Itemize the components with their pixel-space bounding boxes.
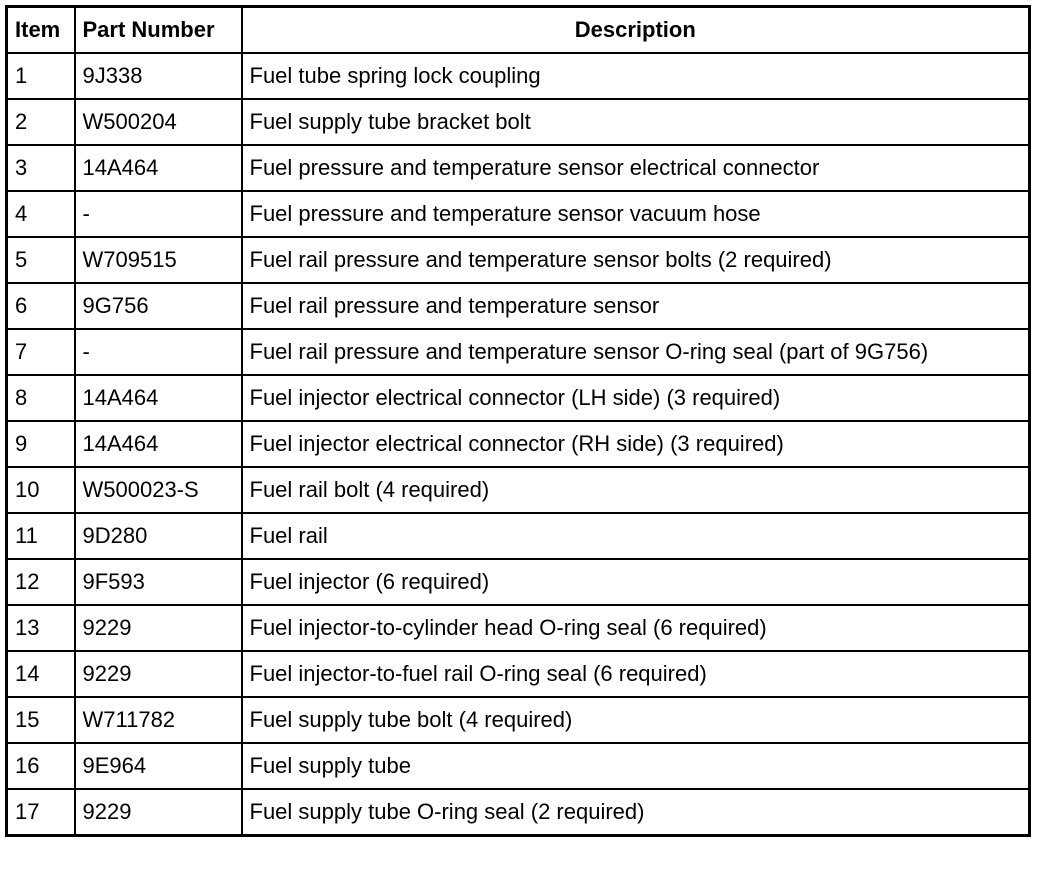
- cell-description: Fuel supply tube bracket bolt: [242, 99, 1030, 145]
- header-part-number: Part Number: [75, 7, 242, 54]
- parts-table-container: [5, 5, 1031, 837]
- table-row: [7, 99, 1030, 145]
- cell-item: 11: [7, 513, 75, 559]
- cell-description: Fuel pressure and temperature sensor electrical connector: [242, 145, 1030, 191]
- cell-description: Fuel rail: [242, 513, 1030, 559]
- cell-part-number: W500023-S: [75, 467, 242, 513]
- cell-description: Fuel supply tube O-ring seal (2 required): [242, 789, 1030, 836]
- cell-part-number: 9G756: [75, 283, 242, 329]
- table-row: [7, 789, 1030, 836]
- cell-description: Fuel injector electrical connector (LH side) (3 required): [242, 375, 1030, 421]
- cell-part-number: 9D280: [75, 513, 242, 559]
- cell-part-number: -: [75, 191, 242, 237]
- cell-description: Fuel injector electrical connector (RH side) (3 required): [242, 421, 1030, 467]
- table-row: [7, 559, 1030, 605]
- table-row: [7, 467, 1030, 513]
- cell-item: 10: [7, 467, 75, 513]
- cell-item: 2: [7, 99, 75, 145]
- cell-part-number: 9E964: [75, 743, 242, 789]
- cell-description: Fuel supply tube: [242, 743, 1030, 789]
- cell-item: 14: [7, 651, 75, 697]
- cell-item: 8: [7, 375, 75, 421]
- table-row: [7, 605, 1030, 651]
- table-row: [7, 651, 1030, 697]
- cell-item: 17: [7, 789, 75, 836]
- cell-description: Fuel rail bolt (4 required): [242, 467, 1030, 513]
- table-row: [7, 743, 1030, 789]
- cell-part-number: 9J338: [75, 53, 242, 99]
- cell-part-number: 14A464: [75, 375, 242, 421]
- cell-part-number: 14A464: [75, 145, 242, 191]
- cell-item: 4: [7, 191, 75, 237]
- table-row: [7, 191, 1030, 237]
- cell-description: Fuel injector-to-fuel rail O-ring seal (6 required): [242, 651, 1030, 697]
- cell-part-number: 14A464: [75, 421, 242, 467]
- cell-description: Fuel injector-to-cylinder head O-ring seal (6 required): [242, 605, 1030, 651]
- cell-item: 5: [7, 237, 75, 283]
- cell-part-number: W709515: [75, 237, 242, 283]
- cell-item: 9: [7, 421, 75, 467]
- cell-item: 16: [7, 743, 75, 789]
- cell-description: Fuel injector (6 required): [242, 559, 1030, 605]
- cell-description: Fuel pressure and temperature sensor vacuum hose: [242, 191, 1030, 237]
- cell-description: Fuel supply tube bolt (4 required): [242, 697, 1030, 743]
- table-row: [7, 421, 1030, 467]
- cell-description: Fuel rail pressure and temperature sensor O-ring seal (part of 9G756): [242, 329, 1030, 375]
- cell-description: Fuel rail pressure and temperature sensor bolts (2 required): [242, 237, 1030, 283]
- cell-item: 12: [7, 559, 75, 605]
- parts-table: [5, 5, 1031, 837]
- cell-part-number: 9229: [75, 789, 242, 836]
- cell-part-number: -: [75, 329, 242, 375]
- cell-part-number: W711782: [75, 697, 242, 743]
- header-row: [7, 7, 1030, 54]
- cell-item: 6: [7, 283, 75, 329]
- cell-part-number: W500204: [75, 99, 242, 145]
- cell-item: 15: [7, 697, 75, 743]
- cell-item: 13: [7, 605, 75, 651]
- table-row: [7, 283, 1030, 329]
- table-row: [7, 53, 1030, 99]
- cell-part-number: 9229: [75, 605, 242, 651]
- table-row: [7, 329, 1030, 375]
- cell-item: 3: [7, 145, 75, 191]
- cell-part-number: 9F593: [75, 559, 242, 605]
- header-item: Item: [7, 7, 75, 54]
- table-row: [7, 513, 1030, 559]
- cell-description: Fuel tube spring lock coupling: [242, 53, 1030, 99]
- table-row: [7, 237, 1030, 283]
- table-row: [7, 375, 1030, 421]
- cell-item: 1: [7, 53, 75, 99]
- cell-description: Fuel rail pressure and temperature sensor: [242, 283, 1030, 329]
- table-row: [7, 145, 1030, 191]
- table-row: [7, 697, 1030, 743]
- cell-item: 7: [7, 329, 75, 375]
- header-description: Description: [242, 7, 1030, 54]
- cell-part-number: 9229: [75, 651, 242, 697]
